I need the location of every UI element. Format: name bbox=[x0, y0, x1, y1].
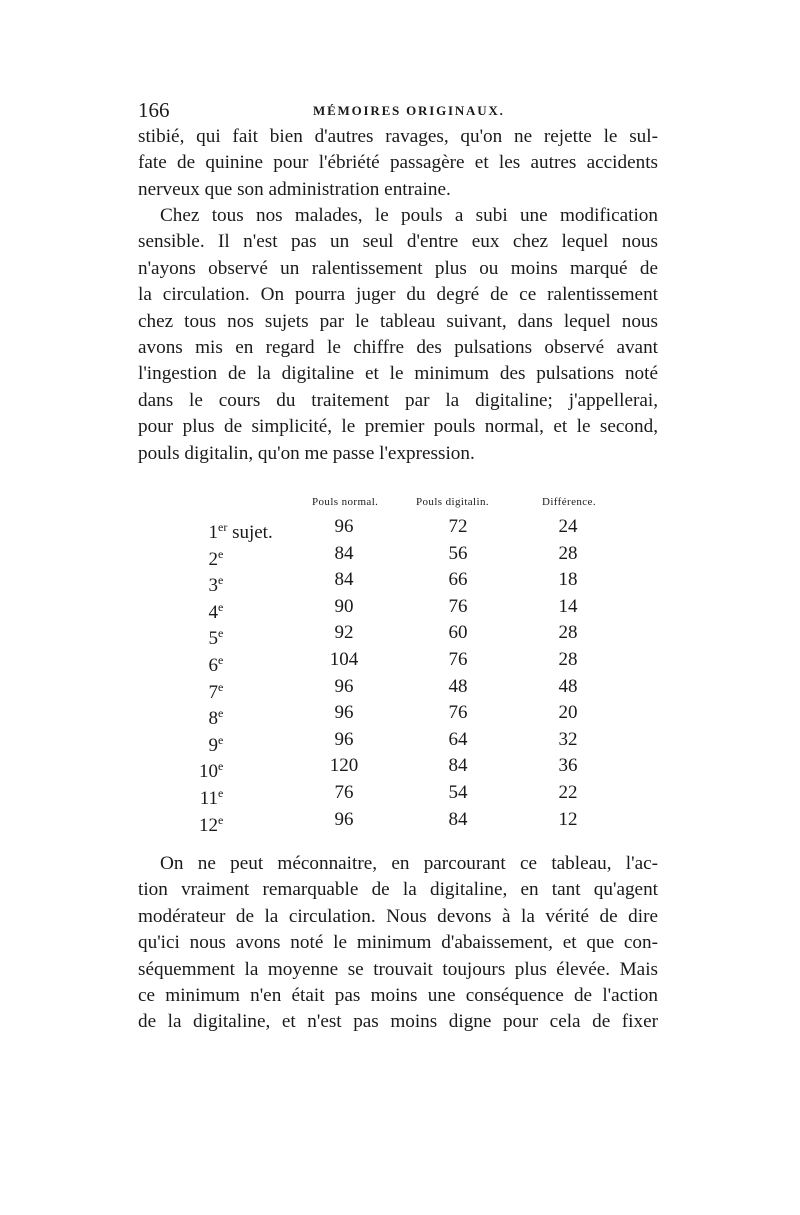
table-row bbox=[190, 541, 620, 568]
running-title: MÉMOIRES ORIGINAUX. bbox=[313, 103, 505, 118]
subject-number: 10 bbox=[199, 761, 218, 783]
normal-pulse-value: 104 bbox=[329, 648, 359, 670]
subject-number: 5 bbox=[208, 628, 218, 650]
difference-value: 14 bbox=[558, 595, 578, 617]
column-header-normal: Pouls normal. bbox=[312, 496, 379, 508]
subject-label bbox=[190, 807, 310, 840]
normal-pulse-value: 84 bbox=[334, 542, 354, 564]
ordinal-suffix: e bbox=[218, 732, 224, 747]
pulse-table bbox=[190, 494, 620, 844]
normal-pulse-value: 90 bbox=[334, 595, 354, 617]
subject-number: 9 bbox=[208, 734, 218, 756]
table-row bbox=[190, 807, 620, 834]
text-line: n'ayons observé un ralentissement plus ou moins marqué de bbox=[138, 257, 658, 279]
subject-number: 8 bbox=[208, 708, 218, 730]
difference-value: 28 bbox=[558, 622, 578, 644]
table-row bbox=[190, 567, 620, 597]
digitalin-pulse-value: 60 bbox=[448, 622, 468, 644]
digitalin-pulse-value: 76 bbox=[448, 595, 468, 617]
subject-word: sujet. bbox=[232, 522, 273, 543]
normal-pulse-value: 96 bbox=[334, 808, 354, 830]
table-row bbox=[190, 674, 620, 701]
ordinal-suffix: e bbox=[218, 679, 224, 694]
normal-pulse-value: 84 bbox=[334, 569, 354, 591]
subject-number: 12 bbox=[199, 814, 218, 836]
text-line: de la digitaline, et n'est pas moins digne pour cela de fixer bbox=[138, 1011, 658, 1033]
table-row bbox=[190, 700, 620, 730]
digitalin-pulse-value: 48 bbox=[448, 675, 468, 697]
ordinal-suffix: e bbox=[218, 599, 224, 614]
ordinal-suffix: e bbox=[218, 706, 224, 721]
text-line: qu'ici nous avons noté le minimum d'abaissement, et que con- bbox=[138, 932, 658, 954]
page-number: 166 bbox=[138, 98, 170, 122]
text-line: avons mis en regard le chiffre des pulsations observé avant bbox=[138, 337, 658, 359]
text-line: l'ingestion de la digitaline et le minimum des pulsations noté bbox=[138, 363, 658, 385]
normal-pulse-value: 96 bbox=[334, 702, 354, 724]
table-row bbox=[190, 514, 620, 541]
table-body bbox=[190, 514, 620, 836]
difference-value: 12 bbox=[558, 808, 578, 830]
digitalin-pulse-value: 56 bbox=[448, 542, 468, 564]
subject-number: 11 bbox=[199, 787, 218, 809]
normal-pulse-value: 120 bbox=[329, 755, 359, 777]
digitalin-pulse-value: 72 bbox=[448, 516, 468, 537]
text-line: tion vraiment remarquable de la digitaline, en tant qu'agent bbox=[138, 879, 658, 901]
text-line: dans le cours du traitement par la digitaline; j'appellerai, bbox=[138, 389, 658, 411]
paragraph-pulse-modification bbox=[138, 203, 658, 467]
subject-number: 1 bbox=[208, 522, 218, 543]
ordinal-suffix: e bbox=[218, 759, 224, 774]
table-row bbox=[190, 780, 620, 807]
difference-value: 28 bbox=[558, 542, 578, 564]
table-row bbox=[190, 594, 620, 621]
column-header-difference: Différence. bbox=[542, 496, 596, 508]
text-line: sensible. Il n'est pas un seul d'entre eux chez lequel nous bbox=[138, 231, 658, 253]
digitalin-pulse-value: 84 bbox=[448, 755, 468, 777]
ordinal-suffix: e bbox=[218, 785, 224, 800]
paragraph-intro bbox=[138, 124, 658, 203]
table-row bbox=[190, 753, 620, 783]
ordinal-suffix: e bbox=[218, 573, 224, 588]
digitalin-pulse-value: 54 bbox=[448, 781, 468, 803]
difference-value: 32 bbox=[558, 728, 578, 750]
difference-value: 18 bbox=[558, 569, 578, 591]
text-line: modérateur de la circulation. Nous devons à la vérité de dire bbox=[138, 905, 658, 927]
text-line: chez tous nos sujets par le tableau suivant, dans lequel nous bbox=[138, 310, 658, 332]
subject-number: 7 bbox=[208, 681, 218, 703]
digitalin-pulse-value: 66 bbox=[448, 569, 468, 591]
normal-pulse-value: 76 bbox=[334, 781, 354, 803]
difference-value: 28 bbox=[558, 648, 578, 670]
difference-value: 20 bbox=[558, 702, 578, 724]
digitalin-pulse-value: 84 bbox=[448, 808, 468, 830]
table-row bbox=[190, 647, 620, 674]
normal-pulse-value: 96 bbox=[334, 675, 354, 697]
normal-pulse-value: 96 bbox=[334, 516, 354, 537]
paragraph-conclusion bbox=[138, 851, 658, 1036]
text-line: On ne peut méconnaitre, en parcourant ce tableau, l'ac- bbox=[160, 853, 658, 874]
difference-value: 22 bbox=[558, 781, 578, 803]
table-row bbox=[190, 620, 620, 650]
difference-value: 48 bbox=[558, 675, 578, 697]
text-line: séquemment la moyenne se trouvait toujours plus élevée. Mais bbox=[138, 958, 658, 980]
text-line: pour plus de simplicité, le premier pouls normal, et le second, bbox=[138, 416, 658, 438]
ordinal-suffix: er bbox=[218, 520, 228, 534]
ordinal-suffix: e bbox=[218, 652, 224, 667]
text-line: Chez tous nos malades, le pouls a subi une modification bbox=[160, 205, 658, 226]
difference-value: 36 bbox=[558, 755, 578, 777]
subject-number: 3 bbox=[208, 575, 218, 597]
normal-pulse-value: 92 bbox=[334, 622, 354, 644]
text-line: pouls digitalin, qu'on me passe l'expression. bbox=[138, 442, 475, 464]
column-header-digitalin: Pouls digitalin. bbox=[416, 496, 490, 508]
text-line: fate de quinine pour l'ébriété passagère et les autres accidents bbox=[138, 152, 658, 174]
digitalin-pulse-value: 76 bbox=[448, 702, 468, 724]
subject-number: 2 bbox=[208, 548, 218, 570]
digitalin-pulse-value: 64 bbox=[448, 728, 468, 750]
text-line: stibié, qui fait bien d'autres ravages, qu'on ne rejette le sul- bbox=[138, 126, 658, 147]
ordinal-suffix: e bbox=[218, 546, 224, 561]
subject-number: 6 bbox=[208, 654, 218, 676]
difference-value: 24 bbox=[558, 516, 578, 537]
normal-pulse-value: 96 bbox=[334, 728, 354, 750]
text-line: ce minimum n'en était pas moins une conséquence de l'action bbox=[138, 985, 658, 1007]
ordinal-suffix: e bbox=[218, 626, 224, 641]
text-line: nerveux que son administration entraine. bbox=[138, 178, 451, 200]
subject-number: 4 bbox=[208, 601, 218, 623]
digitalin-pulse-value: 76 bbox=[448, 648, 468, 670]
table-row bbox=[190, 727, 620, 754]
text-line: la circulation. On pourra juger du degré de ce ralentissement bbox=[138, 284, 658, 306]
ordinal-suffix: e bbox=[218, 812, 224, 827]
